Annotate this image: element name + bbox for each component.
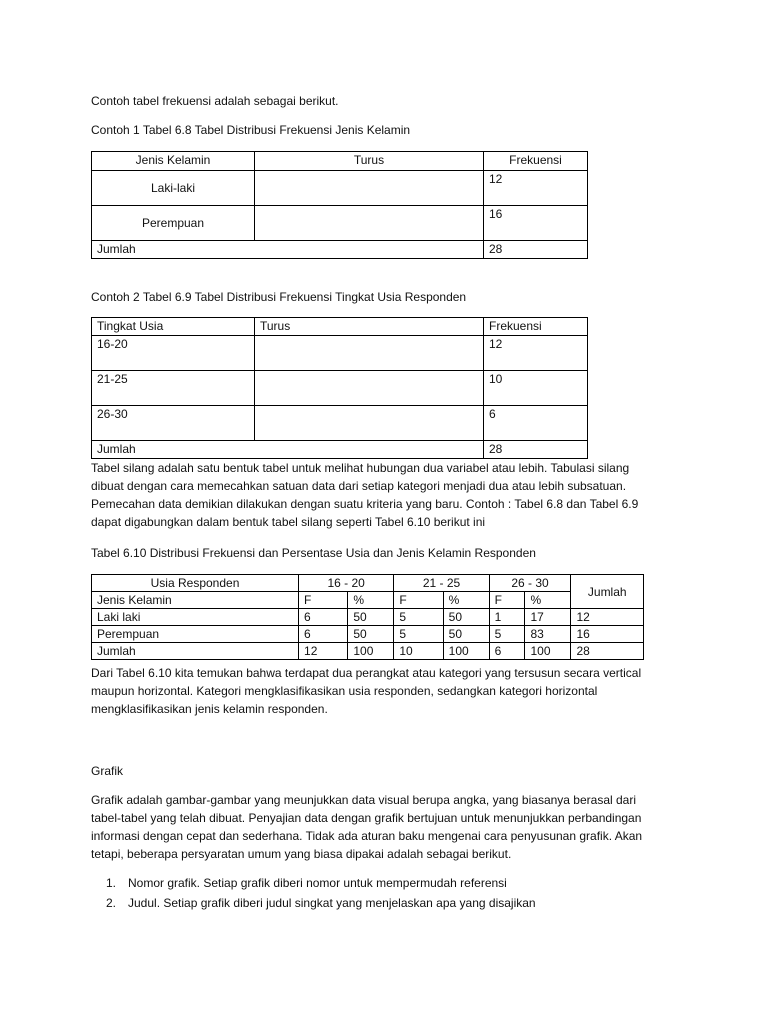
table3-cell: 100 [525, 643, 571, 660]
paragraph-line: maupun horizontal. Kategori mengklasifikasikan usia responden, sedangkan kategori horizontal [91, 684, 598, 698]
table1-header-turus: Turus [255, 152, 484, 171]
table3-cell: 83 [525, 626, 571, 643]
table3-sub-pct: % [525, 592, 571, 609]
paragraph-line: dibuat dengan cara memecahkan satuan data dari setiap kategori menjadi dua atau lebih subsatuan. [91, 479, 627, 493]
table3-cell: 17 [525, 609, 571, 626]
table2-row-label: 16-20 [92, 336, 255, 371]
list-item-number: 2. [105, 896, 116, 910]
table2-caption: Contoh 2 Tabel 6.9 Tabel Distribusi Frekuensi Tingkat Usia Responden [91, 290, 467, 304]
table3-caption: Tabel 6.10 Distribusi Frekuensi dan Persentase Usia dan Jenis Kelamin Responden [91, 546, 536, 560]
table2-row-label: 26-30 [92, 406, 255, 441]
paragraph-line: dapat digabungkan dalam bentuk tabel silang seperti Tabel 6.10 berikut ini [91, 515, 486, 529]
table3-row-total: 28 [571, 643, 644, 660]
list-item-text: Judul. Setiap grafik diberi judul singkat yang menjelaskan apa yang disajikan [128, 896, 536, 910]
table3-cell: 5 [394, 626, 443, 643]
table3-row-total: 16 [571, 626, 644, 643]
intro-text: Contoh tabel frekuensi adalah sebagai berikut. [91, 94, 339, 108]
table2-total-freq: 28 [484, 441, 588, 459]
table2 [91, 317, 588, 459]
table3-cell: 12 [299, 643, 348, 660]
table1-header-frekuensi: Frekuensi [484, 152, 588, 171]
table3-sub-f: F [299, 592, 348, 609]
table3-sub-f: F [489, 592, 525, 609]
table2-header-turus: Turus [255, 318, 484, 336]
table2-row-label: 21-25 [92, 371, 255, 406]
table3-cell: 50 [348, 626, 394, 643]
table2-row-freq: 10 [484, 371, 588, 406]
table1-row-turus [255, 171, 484, 206]
paragraph-grafik [91, 791, 691, 863]
table3-group-header: 16 - 20 [299, 575, 394, 592]
paragraph-line: tabel-tabel yang telah dibuat. Penyajian data dengan grafik bertujuan untuk menunjukkan perbandingan [91, 811, 642, 825]
table3-row-label: Jumlah [92, 643, 299, 660]
paragraph-line: tetapi, beberapa persyaratan umum yang biasa dipakai adalah sebagai berikut. [91, 847, 512, 861]
table3-cell: 10 [394, 643, 443, 660]
table3-row-total: 12 [571, 609, 644, 626]
table3-sub-pct: % [443, 592, 489, 609]
table1-row-label: Laki-laki [92, 171, 255, 206]
section-heading-grafik: Grafik [91, 764, 124, 778]
table3-cell: 6 [299, 609, 348, 626]
table1-row-label: Perempuan [92, 206, 255, 241]
paragraph-line: Tabel silang adalah satu bentuk tabel untuk melihat hubungan dua variabel atau lebih. Tabulasi silang [91, 461, 630, 475]
table1-row-turus [255, 206, 484, 241]
list-item-number: 1. [105, 876, 116, 890]
table1-header-jenis: Jenis Kelamin [92, 152, 255, 171]
list-item [86, 874, 536, 894]
list-item [86, 894, 536, 914]
table1-caption: Contoh 1 Tabel 6.8 Tabel Distribusi Frekuensi Jenis Kelamin [91, 123, 411, 137]
table3 [91, 574, 644, 660]
table1 [91, 151, 588, 259]
table3-row-label: Laki laki [92, 609, 299, 626]
table2-header-frekuensi: Frekuensi [484, 318, 588, 336]
table3-row-label: Perempuan [92, 626, 299, 643]
table3-cell: 6 [299, 626, 348, 643]
table3-group-header: 26 - 30 [489, 575, 571, 592]
table3-cell: 100 [348, 643, 394, 660]
paragraph-line: mengklasifikasikan jenis kelamin responden. [91, 702, 328, 716]
table1-total-freq: 28 [484, 241, 588, 259]
list-item-text: Nomor grafik. Setiap grafik diberi nomor untuk mempermudah referensi [128, 876, 507, 890]
table3-group-header: 21 - 25 [394, 575, 489, 592]
table3-usia-label: Usia Responden [92, 575, 299, 592]
table3-jumlah-header: Jumlah [571, 575, 644, 609]
table-row [92, 643, 644, 660]
paragraph-line: informasi dengan cepat dan sederhana. Tidak ada aturan baku mengenai cara penyusunan grafik. Akan [91, 829, 643, 843]
table-row [92, 609, 644, 626]
table3-sub-f: F [394, 592, 443, 609]
table3-cell: 5 [489, 626, 525, 643]
table2-row-turus [255, 406, 484, 441]
table2-header-usia: Tingkat Usia [92, 318, 255, 336]
table1-row-freq: 16 [484, 206, 588, 241]
paragraph-line: Pemecahan data demikian dilakukan dengan suatu kriteria yang baru. Contoh : Tabel 6.8 dan Tabel 6.9 [91, 497, 639, 511]
table3-cell: 5 [394, 609, 443, 626]
table2-row-turus [255, 336, 484, 371]
paragraph-kategori [91, 664, 691, 718]
table2-row-freq: 12 [484, 336, 588, 371]
table1-total-label: Jumlah [92, 241, 484, 259]
table3-jenis-label: Jenis Kelamin [92, 592, 299, 609]
table1-row-freq: 12 [484, 171, 588, 206]
table3-cell: 6 [489, 643, 525, 660]
table2-row-turus [255, 371, 484, 406]
paragraph-tabel-silang [91, 459, 691, 531]
table2-row-freq: 6 [484, 406, 588, 441]
table3-cell: 100 [443, 643, 489, 660]
table3-cell: 50 [443, 626, 489, 643]
table2-total-label: Jumlah [92, 441, 484, 459]
table3-sub-pct: % [348, 592, 394, 609]
paragraph-line: Dari Tabel 6.10 kita temukan bahwa terdapat dua perangkat atau kategori yang tersusun secara vertical [91, 666, 642, 680]
numbered-list [86, 874, 536, 914]
table-row [92, 626, 644, 643]
table3-cell: 1 [489, 609, 525, 626]
table3-cell: 50 [348, 609, 394, 626]
paragraph-line: Grafik adalah gambar-gambar yang meunjukkan data visual berupa angka, yang biasanya berasal dari [91, 793, 636, 807]
table3-cell: 50 [443, 609, 489, 626]
